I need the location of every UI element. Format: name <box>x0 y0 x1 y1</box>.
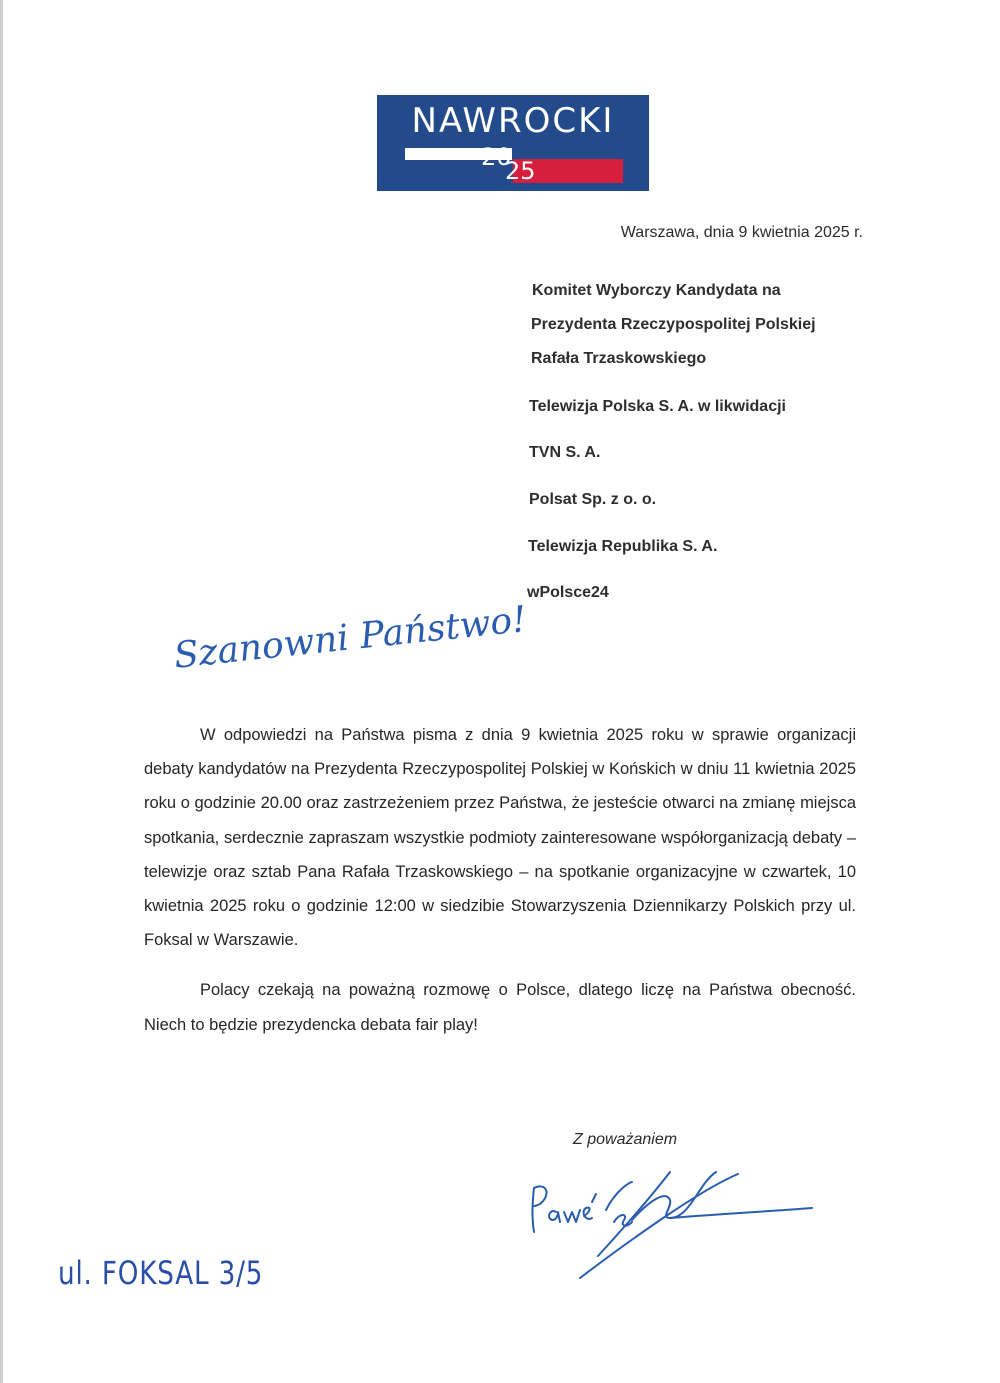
recipient-line: Prezydenta Rzeczypospolitej Polskiej <box>531 316 816 333</box>
campaign-logo <box>377 95 649 191</box>
logo-year-part1: 20 <box>481 143 512 171</box>
handwritten-signature <box>520 1160 820 1280</box>
logo-name: NAWROCKI <box>411 101 615 141</box>
recipient-line: TVN S. A. <box>529 444 601 461</box>
paragraph: Polacy czekają na poważną rozmowę o Polsce, dlatego liczę na Państwa obecność. Niech to będzie prezydencka debata fair play! <box>144 981 856 1034</box>
recipient-line: wPolsce24 <box>527 584 609 601</box>
handwritten-salutation: Szanowni Państwo! <box>172 598 529 677</box>
recipient-line: Komitet Wyborczy Kandydata na <box>532 282 781 299</box>
recipient-line: Rafała Trzaskowskiego <box>531 350 707 367</box>
recipient-line: Polsat Sp. z o. o. <box>529 491 657 508</box>
recipient-line: Telewizja Polska S. A. w likwidacji <box>529 398 786 415</box>
page-edge <box>0 0 3 1383</box>
letter-body <box>144 718 856 1042</box>
date-line: Warszawa, dnia 9 kwietnia 2025 r. <box>620 224 863 241</box>
logo-year-part2: 25 <box>505 157 536 185</box>
handwritten-address-note: ul. FOKSAL 3/5 <box>58 1254 264 1292</box>
paragraph: W odpowiedzi na Państwa pisma z dnia 9 kwietnia 2025 roku w sprawie organizacji debaty kandydatów na Prezydenta Rzeczypospolitej Polskiej w Końskich w dniu 11 kwietnia 2025 roku o godzinie 20.00 oraz zastrzeżeniem przez Państwa, że jesteście otwarci na zmianę miejsca spotkania, serdecznie zapraszam wszystkie podmioty zainteresowane współorganizacją debaty – telewizje oraz sztab Pana Rafała Trzaskowskiego – na spotkanie organizacyjne w czwartek, 10 kwietnia 2025 roku o godzinie 12:00 w siedzibie Stowarzyszenia Dziennikarzy Polskich przy ul. Foksal w Warszawie. <box>144 726 856 950</box>
closing: Z poważaniem <box>573 1131 678 1148</box>
recipient-line: Telewizja Republika S. A. <box>528 538 718 555</box>
